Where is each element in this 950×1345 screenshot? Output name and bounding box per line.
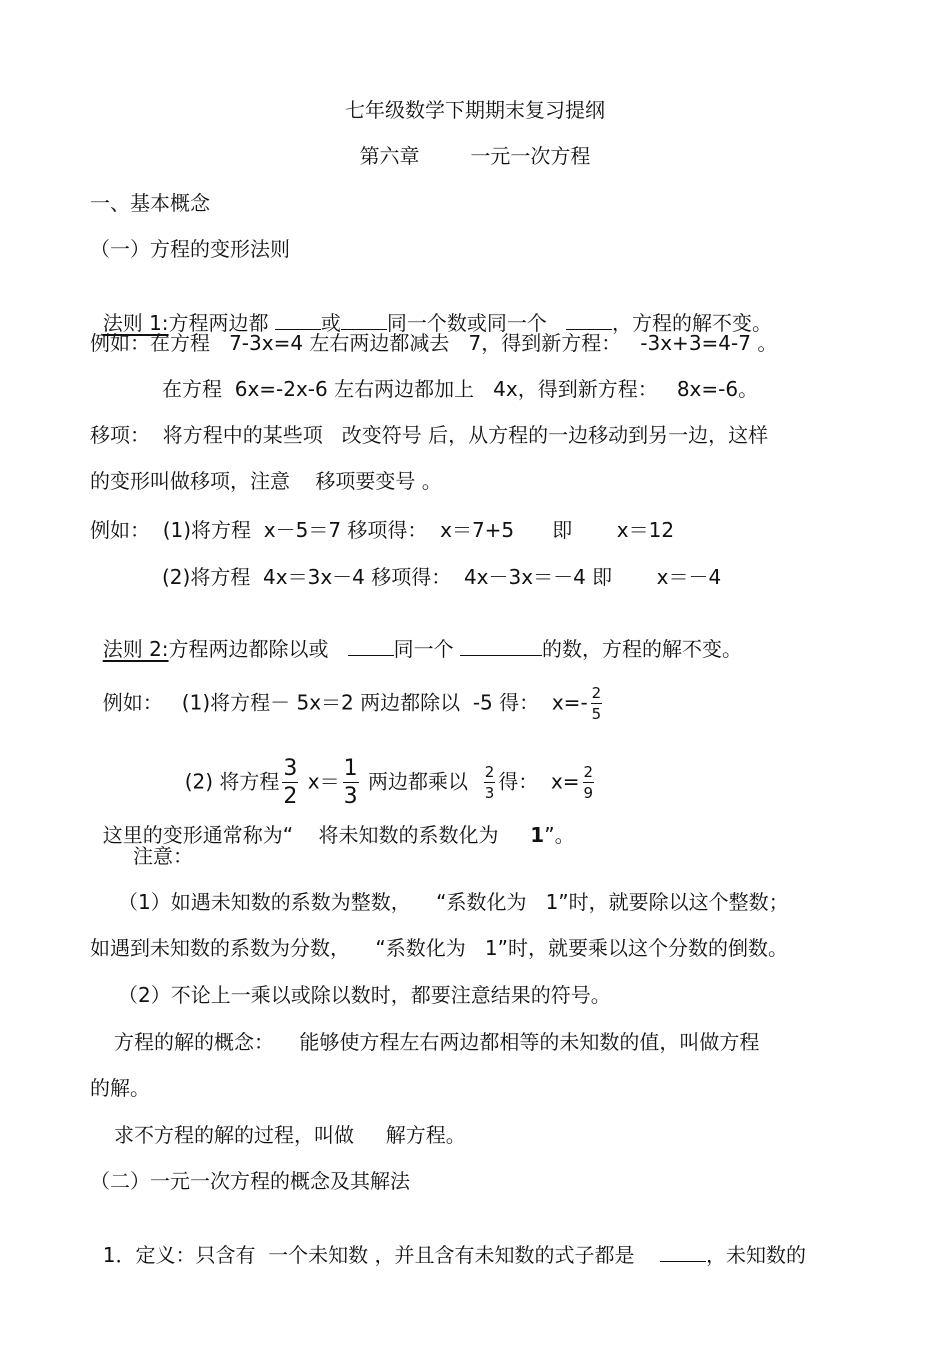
fill-blank [566,313,612,330]
chapter-title: 第六章 一元一次方程 [359,144,591,168]
fill-blank [460,639,542,656]
definition-line [90,1216,806,1268]
fraction [583,765,595,801]
rule-1 [90,284,772,336]
example-line: (2)将方程 4x＝3x－4 移项得： 4x－3x＝－4 即 x＝－4 [162,565,722,589]
subsection-heading: （一）方程的变形法则 [90,237,290,261]
example-text: x＝ [301,769,340,794]
rule-2 [90,610,742,662]
note-item: 如遇到未知数的系数为分数， “系数化为 1”时，就要乘以这个分数的倒数。 [90,936,788,960]
example-text: (2) 将方程 [184,769,280,794]
fill-blank [341,313,387,330]
transposition-definition: 的变形叫做移项，注意 移项要变号 。 [90,469,442,493]
note-item: （1）如遇未知数的系数为整数， “系数化为 1”时，就要除以这个整数； [118,890,789,914]
rule-2-text: 的数，方程的解不变。 [541,637,742,661]
example-line: 例如：在方程 7-3x=4 左右两边都减去 7，得到新方程： -3x+3=4-7 。 [90,331,778,355]
fraction-denominator: 5 [591,705,602,723]
definition-text: 1．定义：只含有 一个未知数 ，并且含有未知数的式子都是 [102,1243,660,1267]
fraction-denominator: 3 [343,784,358,809]
fill-blank [660,1245,706,1262]
fraction-denominator: 9 [583,784,594,802]
example-text: 得： x= [498,769,580,794]
example-text: 两边都乘以 [361,769,481,794]
example-line: 例如： (1)将方程 x－5＝7 移项得： x＝7+5 即 x＝12 [90,518,675,542]
section-heading: 一、基本概念 [90,191,210,215]
definition-text: ，未知数的 [705,1243,806,1267]
fraction-numerator: 2 [591,684,602,702]
fraction [591,686,603,722]
fraction-denominator: 2 [283,784,298,809]
rule-1-text: 方程两边都 [168,311,275,335]
fraction-denominator: 3 [484,784,495,802]
fill-blank [348,639,394,656]
fraction-numerator: 3 [283,756,298,781]
coefficient-note [90,796,575,848]
fill-blank [275,313,321,330]
rule-1-text: 或 [320,311,341,335]
page-title: 七年级数学下期期末复习提纲 [345,98,605,122]
rule-1-label: 法则 1: [102,311,169,335]
solution-definition: 的解。 [90,1076,150,1100]
fraction-numerator: 2 [484,763,495,781]
example-line [90,660,605,722]
note-item: （2）不论上一乘以或除以数时，都要注意结果的符号。 [118,983,611,1007]
rule-1-text: 同一个数或同一个 [386,311,566,335]
rule-2-label: 法则 2: [102,637,169,661]
rule-2-text: 同一个 [393,637,460,661]
transposition-definition: 移项： 将方程中的某些项 改变符号 后，从方程的一边移动到另一边，这样 [90,423,769,447]
fraction-numerator: 2 [583,763,594,781]
example-text: 例如： (1)将方程－ 5x＝2 两边都除以 -5 得： x=- [102,690,588,715]
coefficient-note-text: ”。 [544,823,575,847]
solution-definition: 方程的解的概念： 能够使方程左右两边都相等的未知数的值，叫做方程 [114,1030,760,1054]
coefficient-note-text: 这里的变形通常称为“ 将未知数的系数化为 [102,823,531,847]
fraction-numerator: 1 [343,756,358,781]
rule-1-text: ，方程的解不变。 [611,311,772,335]
coefficient-note-number: 1 [530,823,545,847]
solving-definition: 求不方程的解的过程，叫做 解方程。 [114,1123,466,1147]
subsection-heading: （二）一元一次方程的概念及其解法 [90,1169,410,1193]
rule-2-text: 方程两边都除以或 [168,637,348,661]
note-label: 注意： [133,844,193,868]
example-line: 在方程 6x=-2x-6 左右两边都加上 4x，得到新方程： 8x=-6。 [162,377,759,401]
